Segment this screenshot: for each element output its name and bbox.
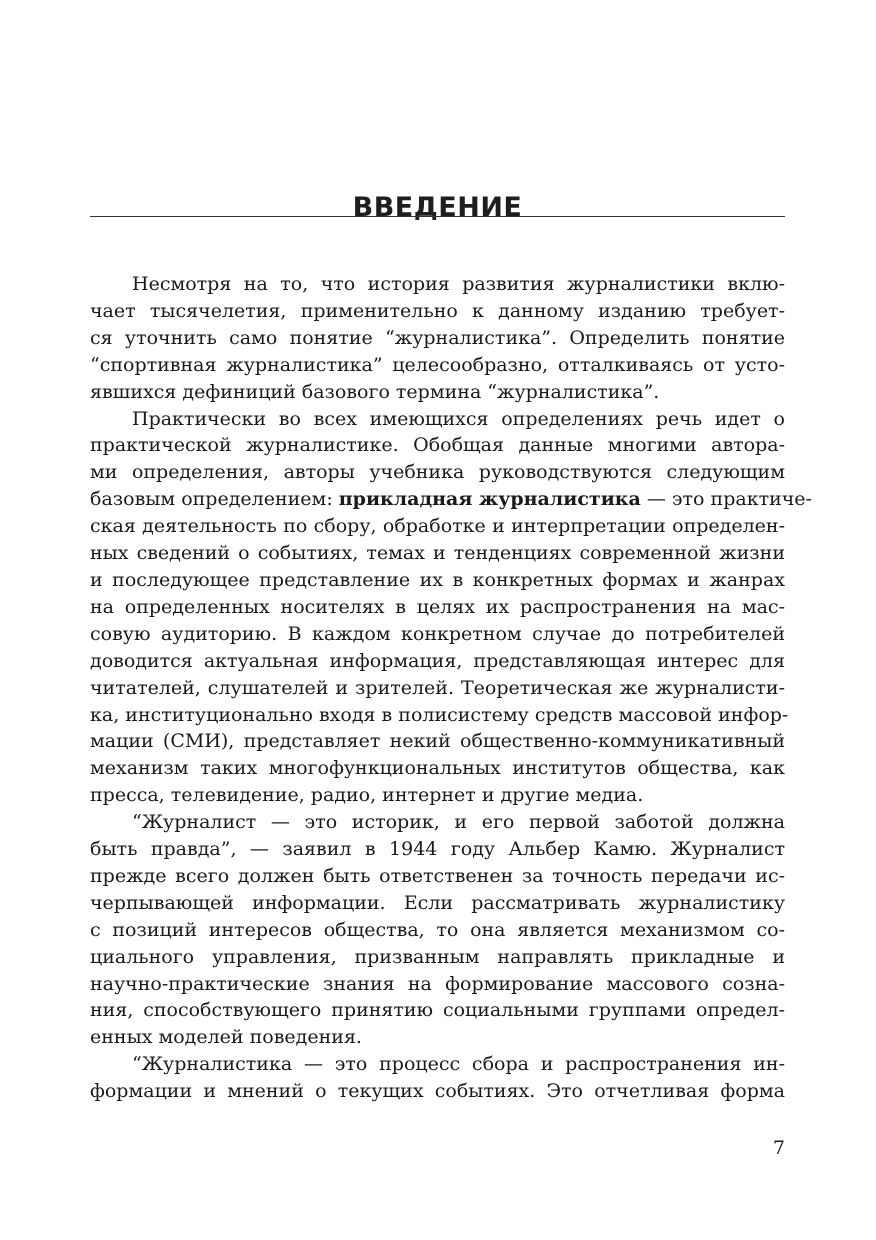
text-line: ния, способствующего принятию социальными группами определ- (90, 999, 785, 1022)
chapter-heading: ВВЕДЕНИЕ (352, 192, 523, 224)
text-line: и последующее представление их в конкретных формах и жанрах (90, 568, 785, 591)
text-line: “Журналистика — это процесс сбора и распространения ин- (132, 1053, 785, 1076)
text-line: явшихся дефиниций базового термина “журналистика”. (90, 380, 660, 403)
text-line: ся уточнить само понятие “журналистика”. Определить понятие (90, 326, 785, 349)
definition-trail-text: — это практиче- (640, 488, 812, 511)
text-line: практической журналистике. Обобщая данные многими автора- (90, 434, 785, 457)
heading-divider (90, 216, 785, 217)
text-line: читателей, слушателей и зрителей. Теоретическая же журналисти- (90, 676, 785, 699)
definition-lead-text: базовым определением: (90, 488, 339, 511)
text-line: на определенных носителях в целях их распространения на мас- (90, 595, 785, 618)
body-text (90, 271, 812, 1105)
page-number: 7 (772, 1137, 785, 1159)
paragraph-4 (90, 1051, 785, 1105)
text-line: механизм таких многофункциональных институтов общества, как (90, 757, 785, 780)
text-line: циального управления, призванным направлять прикладные и (90, 945, 785, 968)
text-line: мации (СМИ), представляет некий общественно-коммуникативный (90, 730, 785, 753)
text-line: чает тысячелетия, применительно к данному изданию требует- (90, 299, 785, 322)
text-line: Практически во всех имеющихся определениях речь идет о (132, 407, 785, 430)
text-line: енных моделей поведения. (90, 1026, 362, 1049)
text-line: ка, институционально входя в полисистему средств массовой инфор- (90, 703, 789, 726)
text-line: Несмотря на то, что история развития журналистики вклю- (132, 273, 785, 295)
text-line-with-definition (90, 486, 812, 513)
paragraph-2 (90, 406, 812, 810)
text-line: ская деятельность по сбору, обработке и интерпретации определен- (90, 515, 785, 538)
text-line: “Журналист — это историк, и его первой заботой должна (132, 811, 785, 834)
text-line: быть правда”, — заявил в 1944 году Альбер Камю. Журналист (90, 838, 785, 861)
text-line: научно-практические знания на формирование массового созна- (90, 972, 785, 995)
text-line: ми определения, авторы учебника руководствуются следующим (90, 461, 785, 484)
text-line: ных сведений о событиях, темах и тенденциях современной жизни (90, 542, 785, 565)
defined-term: прикладная журналистика (338, 488, 641, 511)
paragraph-3 (90, 809, 785, 1051)
text-line: “спортивная журналистика” целесообразно, отталкиваясь от усто- (90, 353, 785, 376)
text-line: пресса, телевидение, радио, интернет и другие медиа. (90, 784, 644, 807)
text-line: совую аудиторию. В каждом конкретном случае до потребителей (90, 622, 785, 645)
text-line: формации и мнений о текущих событиях. Это отчетливая форма (90, 1080, 785, 1103)
text-line: прежде всего должен быть ответственен за точность передачи ис- (90, 864, 785, 887)
text-line: доводится актуальная информация, представляющая интерес для (90, 649, 785, 672)
text-line: черпывающей информации. Если рассматривать журналистику (90, 891, 785, 914)
paragraph-1 (90, 271, 785, 406)
text-line: с позиций интересов общества, то она является механизмом со- (90, 918, 785, 941)
